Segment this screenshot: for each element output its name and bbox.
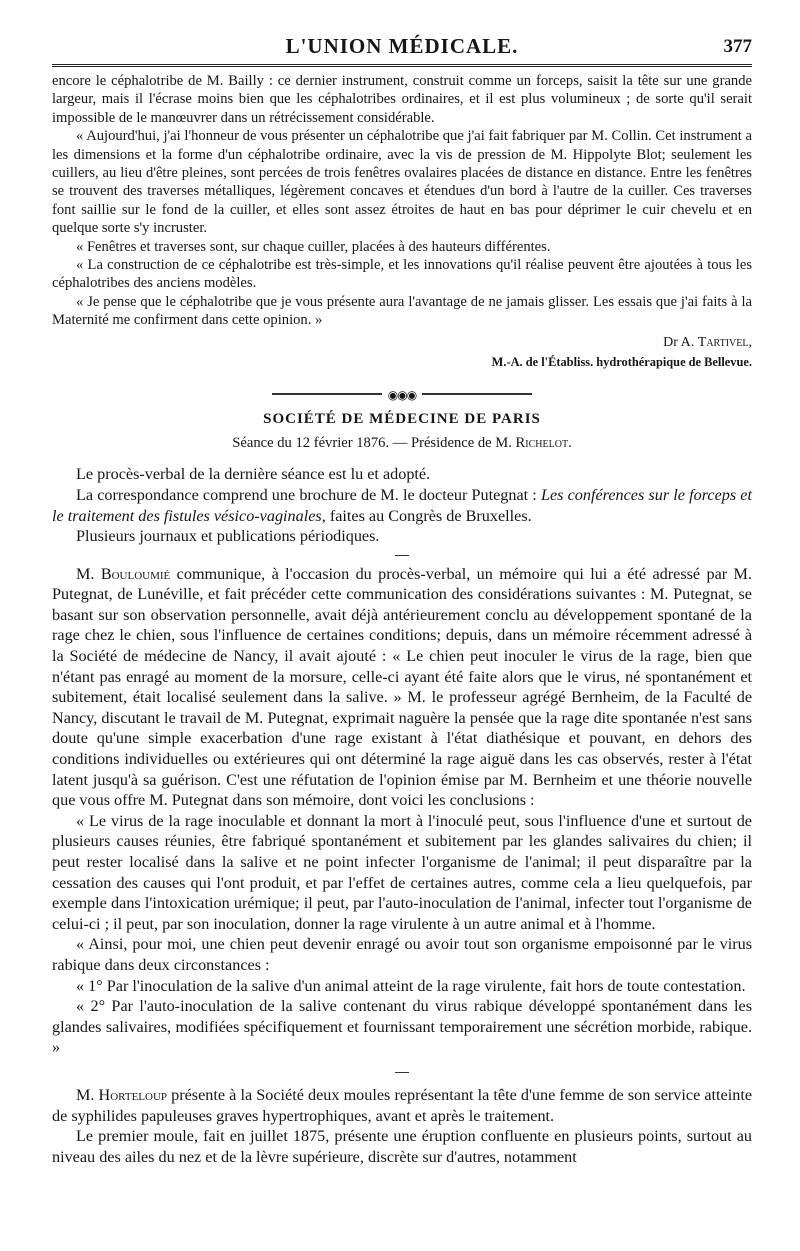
minutes-paragraph: Plusieurs journaux et publications périodiques. — [76, 527, 380, 546]
quote-paragraph: « Ainsi, pour moi, une chien peut devenir enragé ou avoir tout son organisme empoisonné par le virus rabique dans deux circonstances : — [52, 935, 752, 974]
separator-dash — [395, 1072, 409, 1073]
ornament-knot-icon: ◉◉◉ — [387, 387, 417, 402]
page-body — [52, 72, 752, 1167]
session-line — [52, 434, 752, 452]
intro-paragraph: encore le céphalotribe de M. Bailly : ce dernier instrument, construit comme un forceps, saisit la tête sur une grande largeur, mais il l'écrase moins bien que les céphalotribes ordinaires, et il est plus volumineux ; de sorte qu'il serait impossible de le manœuvrer dans un rétrécissement considérable. — [52, 73, 752, 126]
quote-paragraph: « 1° Par l'inoculation de la salive d'un animal atteint de la rage virulente, fait hors de toute contestation. — [76, 976, 746, 995]
minutes-text: La correspondance comprend une brochure de M. le docteur Putegnat : — [76, 485, 541, 504]
minutes-text: , faites au Congrès de Bruxelles. — [321, 506, 532, 525]
minutes-block — [52, 464, 752, 1167]
closing-text: présente à la Société deux moules représentant la tête d'une femme de son service atteinte de syphilides papuleuses graves hypertrophiques, avant et après le traitement. — [52, 1085, 753, 1125]
closing-paragraph — [52, 1085, 752, 1126]
quote-paragraph: « 2° Par l'auto-inoculation de la salive contenant du virus rabique développé spontanément dans les glandes salivaires, modifiées spécifiquement et fournissant temporairement une sécrétion morbide, rabique. » — [52, 997, 752, 1057]
header-rule — [52, 64, 752, 67]
speaker-name: M. Bouloumié — [76, 564, 171, 583]
quote-paragraph: « Le virus de la rage inoculable et donnant la mort à l'inoculé peut, sous l'influence d'une et surtout de plusieurs causes réunies, être fabriqué spontanément et subitement par les glandes salivaires du chien; il peut rester localisé dans la salive et ne point infecter l'organisme de l'animal; il peut disparaître par la cessation des causes qui l'ont produit, et par l'effet de certaines autres, comme cela a lieu quelquefois, par exemple dans l'intoxication urémique; il peut, par l'auto-inoculation de l'animal, infecter tout l'organisme de celui-ci ; il peut, par son inoculation, donner la rage virulente à un autre animal et à l'homme. — [52, 811, 752, 933]
session-prefix: Séance du 12 février 1876. — Présidence de M. — [232, 434, 516, 451]
signature-prefix: Dr A. — [663, 334, 698, 350]
page-number: 377 — [723, 36, 752, 57]
ornament-line-right — [422, 393, 532, 395]
closing-paragraph: Le premier moule, fait en juillet 1875, présente une éruption confluente en plusieurs points, surtout au niveau des ailes du nez et de la lèvre supérieure, discrète sur d'autres, notamment — [52, 1127, 752, 1166]
discussion-text: communique, à l'occasion du procès-verbal, un mémoire qui lui a été adressé par M. Putegnat, de Lunéville, et fait précéder cette communication des considérations suivantes : M. Putegnat, se basant sur son observation personnelle, avait déjà antérieurement conclu au développement spontané de la rage chez le chien, sous l'influence de certaines conditions; depuis, dans un mémoire récemment adressé à la Société de médecine de Nancy, il avait ajouté : « Le chien peut inoculer le virus de la rage, bien que n'étant pas enragé au moment de la morsure, celle-ci ayant été faite alors que le virus, né spontanément et subitement, était localisé seulement dans la salive. » M. le professeur agrégé Bernheim, de la Faculté de Nancy, discutant le travail de M. Putegnat, exprimait naguère la pensée que la rage dite spontanée n'est sans doute qu'une simple exacerbation d'une rage existant à l'état diathésique et pouvant, en dehors des conditions individuelles ou extérieures qui ont déterminé la rage aiguë dans les cas observés, rester à l'état latent jusqu'à sa guérison. C'est une réfutation de l'opinion émise par M. Bernheim et une théorie nouvelle que vous offre M. Putegnat dans son mémoire, dont voici les conclusions : — [52, 564, 752, 810]
session-president: Richelot — [515, 434, 569, 451]
author-affiliation: M.-A. de l'Établiss. hydrothérapique de Bellevue. — [491, 355, 752, 370]
page-header — [52, 34, 752, 64]
session-suffix: . — [568, 434, 572, 451]
discussion-paragraph — [52, 564, 752, 811]
speaker-name: M. Horteloup — [76, 1085, 168, 1104]
section-title: SOCIÉTÉ DE MÉDECINE DE PARIS — [263, 410, 541, 427]
intro-paragraph: « Je pense que le céphalotribe que je vous présente aura l'avantage de ne jamais glisser. Les essais que j'ai faits à la Maternité me confirment dans cette opinion. » — [52, 293, 752, 329]
signature-name: Tartivel — [697, 334, 749, 350]
minutes-paragraph: Le procès-verbal de la dernière séance est lu et adopté. — [76, 465, 431, 484]
intro-paragraph: « Fenêtres et traverses sont, sur chaque cuiller, placées à des hauteurs différentes. — [76, 238, 551, 255]
minutes-paragraph — [52, 485, 752, 526]
section-ornament — [52, 386, 752, 402]
signature-suffix: , — [748, 334, 752, 350]
separator-dash — [395, 555, 409, 556]
brochure-title: Les conférences sur le forceps et le traitement des fistules vésico-vaginales — [52, 485, 752, 525]
author-signature — [52, 334, 752, 352]
intro-paragraph: « Aujourd'hui, j'ai l'honneur de vous présenter un céphalotribe que j'ai fait fabriquer par M. Collin. Cet instrument a les dimensions et la forme d'un céphalotribe ordinaire, avec la vis de pression de M. Hippolyte Blot; seulement les cuillers, au lieu d'être pleines, sont percées de trois fenêtres ovalaires placées de distance en distance. Entre les fenêtres se trouvent des traverses métalliques, légèrement concaves et étendues d'un bord à l'autre de la cuiller. Ces traverses font saillie sur le fond de la cuiller, et elles sont assez étroites de haut en bas pour déprimer le cuir chevelu et en quelque sorte s'y incruster. — [52, 128, 752, 237]
running-title: L'UNION MÉDICALE. — [285, 34, 519, 58]
intro-paragraph: « La construction de ce céphalotribe est très-simple, et les innovations qu'il réalise peuvent être ajoutées à tous les céphalotribes des anciens modèles. — [52, 257, 752, 292]
ornament-line-left — [272, 393, 382, 395]
